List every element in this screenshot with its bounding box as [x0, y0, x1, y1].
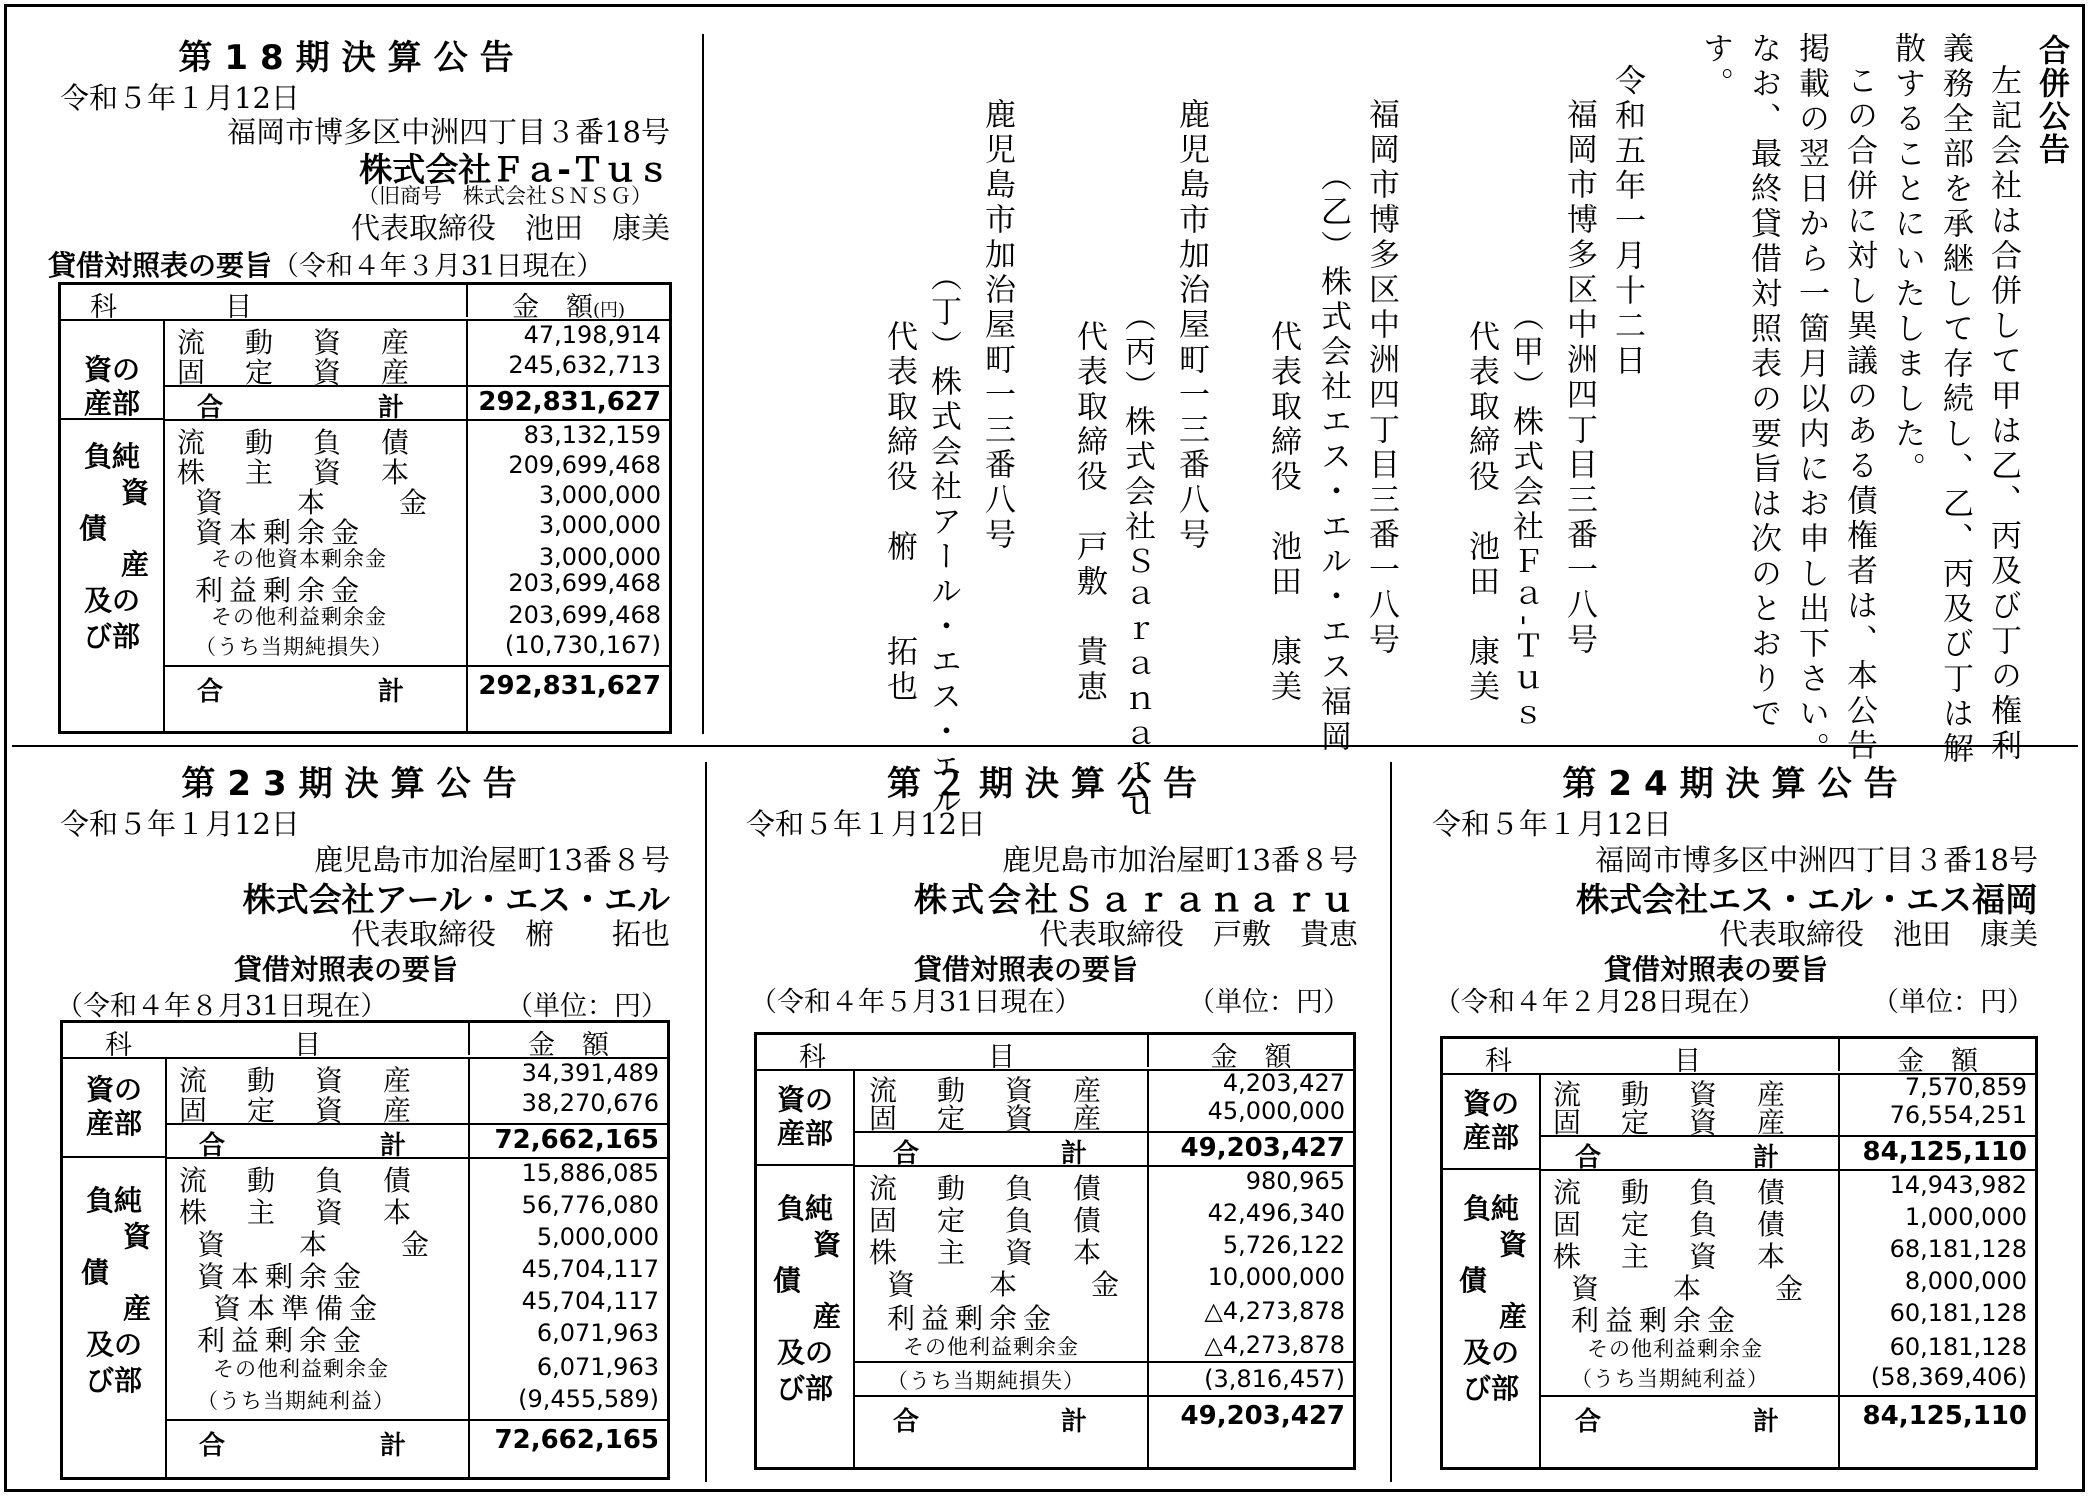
- company-address: 鹿児島市加治屋町13番８号: [314, 843, 670, 877]
- table-row: 利益剰余金 203,699,468: [195, 569, 661, 607]
- panel-p18: [12, 26, 692, 738]
- assets-total-row: 合 計 49,203,427: [853, 1131, 1353, 1167]
- table-row: 固 定 資 産 45,000,000: [869, 1097, 1345, 1135]
- company-a-rep: 代表取締役 池田 康美: [1463, 320, 1499, 705]
- table-row: 資 本 金 5,000,000: [197, 1223, 659, 1261]
- divider-vertical-bottom-right: [1390, 762, 1392, 1482]
- table-row: 固 定 資 産 76,554,251: [1553, 1101, 2027, 1139]
- company-b-rep: 代表取締役 池田 康美: [1265, 320, 1301, 705]
- table-row: 資 本 金 10,000,000: [887, 1263, 1345, 1301]
- table-row: 資 本 金 3,000,000: [195, 481, 661, 519]
- divider-vertical-bottom-left: [705, 762, 707, 1482]
- bs-date: （令和４年５月31日現在）: [750, 987, 1082, 1018]
- bs-date: （令和４年２月28日現在）: [1434, 987, 1766, 1018]
- company-a-name: （甲）株式会社Ｆａ-Ｔｕｓ: [1507, 300, 1543, 735]
- company-d-address: 鹿児島市加治屋町一三番八号: [979, 98, 1015, 553]
- merger-body-line: この合併に対し異議のある債権者は、本公告: [1841, 64, 1877, 764]
- bs-date: （令和４年３月31日現在）: [272, 251, 604, 282]
- bs-title: 貸借対照表の要旨: [234, 953, 459, 986]
- table-row: その他利益剰余金 6,071,963: [213, 1353, 659, 1381]
- table-row: 株 主 資 本 56,776,080: [179, 1191, 659, 1229]
- bs-table: [60, 1020, 670, 1480]
- company-name: 株式会社Ｓａｒａｎａｒｕ: [914, 880, 1358, 919]
- table-row: 資本剰余金 45,704,117: [197, 1255, 659, 1293]
- company-address: 福岡市博多区中洲四丁目３番18号: [227, 115, 670, 149]
- representative: 代表取締役 池田 康美: [1718, 917, 2038, 951]
- table-row: その他利益剰余金 60,181,128: [1587, 1333, 2027, 1361]
- bs-unit: （単位：円）: [506, 991, 668, 1022]
- old-company-name: （旧商号 株式会社ＳＮＳＧ）: [358, 184, 652, 208]
- table-row: 流 動 負 債 15,886,085: [179, 1159, 659, 1197]
- company-b-address: 福岡市博多区中洲四丁目三番一八号: [1363, 98, 1399, 658]
- bs-unit: （単位：円）: [1872, 987, 2034, 1018]
- table-row: その他資本剰余金 3,000,000: [211, 543, 661, 571]
- table-row: 流 動 資 産 7,570,859: [1553, 1073, 2027, 1111]
- bs-title: 貸借対照表の要旨: [48, 249, 273, 282]
- company-c-name: （丙）株式会社Ｓａｒａｎａｒｕ: [1119, 300, 1155, 825]
- notice-date: 令和５年１月12日: [60, 81, 300, 115]
- table-row: その他利益剰余金 203,699,468: [211, 601, 661, 629]
- liabilities-total-row: 合 計 49,203,427: [853, 1395, 1353, 1435]
- assets-total-row: 合 計 84,125,110: [1539, 1135, 2035, 1171]
- merger-body-line: なお、最終貸借対照表の要旨は次のとおりで: [1745, 32, 1781, 732]
- merger-body-line: す。: [1697, 32, 1733, 102]
- representative: 代表取締役 池田 康美: [350, 211, 670, 245]
- table-row: 流 動 資 産 34,391,489: [179, 1059, 659, 1097]
- bs-title: 貸借対照表の要旨: [1604, 953, 1829, 986]
- table-row: （うち当期純損失） (10,730,167): [195, 631, 661, 659]
- table-row: 株 主 資 本 5,726,122: [869, 1231, 1345, 1269]
- col-amount: 金 額(円): [466, 285, 669, 317]
- assets-total-row: 合 計 72,662,165: [165, 1123, 667, 1159]
- section-assets: 資の 産部: [1462, 1087, 1519, 1154]
- table-row: 株 主 資 本 68,181,128: [1553, 1235, 2027, 1273]
- notice-date: 令和５年１月12日: [60, 807, 300, 841]
- col-subject: 科 目: [1485, 1046, 1701, 1077]
- col-amount: 金 額: [1147, 1035, 1353, 1067]
- divider-vertical-top: [702, 34, 704, 734]
- panel-title: 第23期決算公告: [181, 764, 529, 804]
- assets-total-row: 合 計 292,831,627: [163, 385, 669, 421]
- company-a-address: 福岡市博多区中洲四丁目三番一八号: [1561, 98, 1597, 658]
- panel-title: 第２期決算公告: [887, 764, 1209, 804]
- table-row: 資本準備金 45,704,117: [213, 1287, 659, 1325]
- merger-date: 令和五年一月十二日: [1609, 64, 1645, 379]
- table-row: 固 定 資 産 245,632,713: [177, 351, 661, 389]
- table-row: （うち当期純利益） (9,455,589): [197, 1385, 659, 1413]
- notice-date: 令和５年１月12日: [746, 807, 986, 841]
- col-subject: 科 目: [90, 292, 252, 323]
- section-liabilities: 負純 資 債 産 及の び部: [1459, 1192, 1527, 1405]
- table-row: 流 動 負 債 83,132,159: [177, 421, 661, 459]
- bs-table: [754, 1032, 1356, 1470]
- merger-body-line: 左記会社は合併して甲は乙、丙及び丁の権利: [1985, 64, 2021, 764]
- bs-title: 貸借対照表の要旨: [914, 953, 1139, 986]
- representative: 代表取締役 椨 拓也: [350, 917, 670, 951]
- company-name: 株式会社Ｆａ-Ｔｕｓ: [359, 150, 670, 189]
- table-row: 流 動 負 債 14,943,982: [1553, 1171, 2027, 1209]
- table-row: 株 主 資 本 209,699,468: [177, 451, 661, 489]
- panel-title: 第18期決算公告: [178, 38, 526, 78]
- table-row: 利益剰余金 60,181,128: [1571, 1299, 2027, 1337]
- company-address: 福岡市博多区中洲四丁目３番18号: [1595, 843, 2038, 877]
- liabilities-total-row: 合 計 84,125,110: [1539, 1395, 2035, 1435]
- bs-table: [1440, 1036, 2038, 1470]
- bs-heading: [48, 244, 603, 284]
- company-d-name: （丁）株式会社アール・エス・エル: [925, 260, 961, 820]
- company-c-address: 鹿児島市加治屋町一三番八号: [1173, 98, 1209, 553]
- divider-horizontal: [12, 745, 2078, 747]
- col-subject: 科 目: [105, 1030, 321, 1061]
- panel-p24: [1394, 752, 2078, 1484]
- table-row: 利益剰余金 6,071,963: [197, 1319, 659, 1357]
- bs-date: （令和４年８月31日現在）: [56, 991, 388, 1022]
- table-row: 資 本 金 8,000,000: [1571, 1267, 2027, 1305]
- company-name: 株式会社エス・エル・エス福岡: [1576, 880, 2038, 919]
- table-row: 資本剰余金 3,000,000: [195, 511, 661, 549]
- section-assets: 資の 産部: [776, 1083, 833, 1150]
- table-row: (3,816,457): [1147, 1361, 1353, 1393]
- company-name: 株式会社アール・エス・エル: [242, 880, 670, 919]
- representative: 代表取締役 戸敷 貴恵: [1038, 917, 1358, 951]
- section-liabilities: 負純 資 債 産 及の び部: [79, 440, 149, 653]
- merger-body-line: 掲載の翌日から一箇月以内にお申し出下さい。: [1793, 32, 1829, 767]
- merger-body-line: 義務全部を承継して存続し、乙、丙及び丁は解: [1937, 32, 1973, 767]
- table-row: その他利益剰余金 △4,273,878: [903, 1331, 1345, 1359]
- section-assets: 資の 産部: [85, 1073, 142, 1140]
- table-row: 流 動 資 産 47,198,914: [177, 321, 661, 359]
- col-subject: 科 目: [799, 1042, 1015, 1073]
- company-c-rep: 代表取締役 戸敷 貴恵: [1071, 320, 1107, 705]
- merger-heading: 合併公告: [2033, 34, 2069, 166]
- table-row: 固 定 負 債 1,000,000: [1553, 1203, 2027, 1241]
- panel-p23: [12, 752, 698, 1484]
- liabilities-total-row: 合 計 72,662,165: [165, 1419, 667, 1459]
- col-amount: 金 額: [1838, 1039, 2035, 1071]
- section-liabilities: 負純 資 債 産 及の び部: [773, 1192, 841, 1405]
- panel-title: 第24期決算公告: [1562, 764, 1910, 804]
- notice-date: 令和５年１月12日: [1432, 807, 1672, 841]
- panel-p2: [708, 752, 1388, 1484]
- merger-body-line: 散することにいたしました。: [1889, 32, 1925, 487]
- company-address: 鹿児島市加治屋町13番８号: [1002, 843, 1358, 877]
- col-amount: 金 額: [468, 1023, 667, 1055]
- table-row: 固 定 負 債 42,496,340: [869, 1199, 1345, 1237]
- table-row: （うち当期純損失）: [853, 1361, 1147, 1393]
- table-row: 流 動 資 産 4,203,427: [869, 1069, 1345, 1107]
- table-row: 流 動 負 債 980,965: [869, 1167, 1345, 1205]
- company-d-rep: 代表取締役 椨 拓也: [881, 320, 917, 705]
- section-assets: 資の 産部: [83, 353, 140, 420]
- bs-unit: （単位：円）: [1188, 987, 1350, 1018]
- table-row: 固 定 資 産 38,270,676: [179, 1089, 659, 1127]
- company-b-name: （乙）株式会社エス・エル・エス福岡: [1315, 160, 1351, 755]
- table-row: （うち当期純利益） (58,369,406): [1571, 1363, 2027, 1391]
- section-liabilities: 負純 資 債 産 及の び部: [81, 1184, 151, 1397]
- liabilities-total-row: 合 計 292,831,627: [163, 665, 669, 703]
- table-row: 利益剰余金 △4,273,878: [887, 1297, 1345, 1335]
- bs-table: [58, 282, 672, 734]
